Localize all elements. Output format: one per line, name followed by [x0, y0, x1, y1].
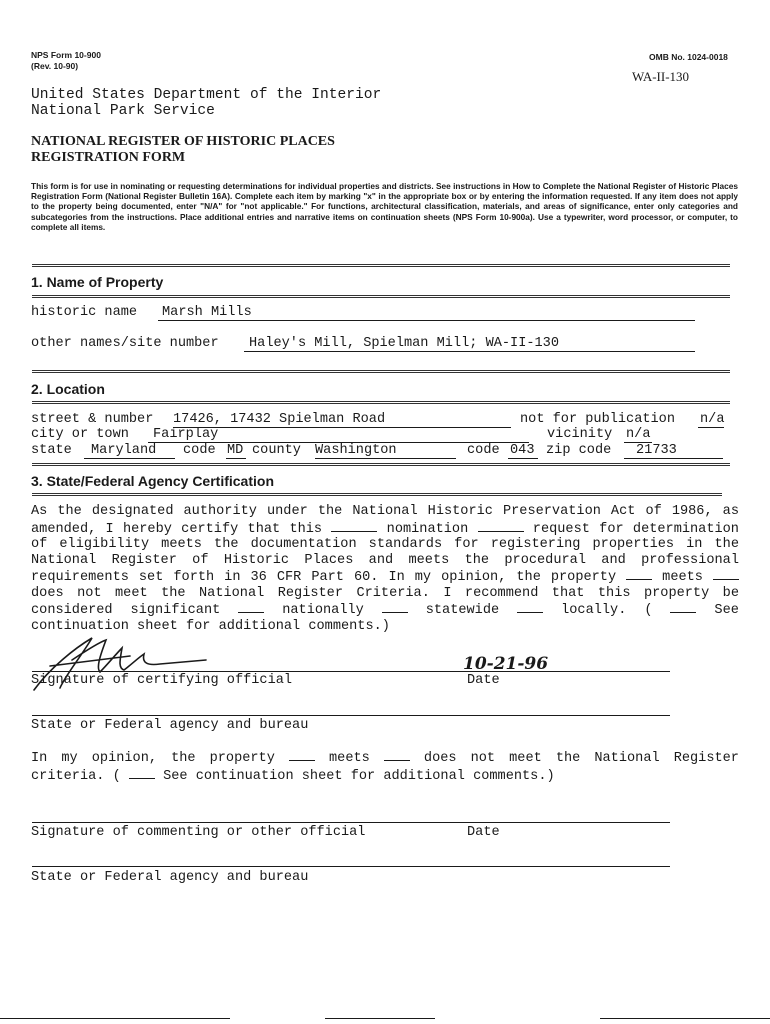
certification-text: does not meet the National Register Criteria. I recommend that this property be considered significant	[31, 585, 739, 618]
certification-paragraph	[31, 504, 739, 634]
vicinity-label: vicinity	[547, 427, 613, 442]
nomination-checkbox-blank[interactable]	[331, 520, 377, 532]
certification-text: As the designated authority under the National Historic Preservation Act of 1986, as amended, I hereby certify that this	[31, 504, 739, 537]
county-code-label: code	[467, 443, 500, 458]
opinion-meets-blank[interactable]	[289, 749, 315, 761]
historic-name-label: historic name	[31, 305, 138, 320]
continuation-blank[interactable]	[670, 601, 696, 613]
scan-edge-mark	[325, 1018, 435, 1019]
form-title-line1: NATIONAL REGISTER OF HISTORIC PLACES	[31, 134, 335, 149]
date2-label: Date	[467, 825, 500, 840]
department-name: United States Department of the Interior	[31, 87, 382, 103]
opinion-meets-label: meets	[329, 751, 370, 766]
state-value[interactable]: Maryland	[91, 443, 157, 458]
county-value[interactable]: Washington	[315, 443, 397, 458]
not-for-publication-value[interactable]: n/a	[700, 412, 725, 427]
other-names-label: other names/site number	[31, 336, 219, 351]
vicinity-value[interactable]: n/a	[626, 427, 651, 442]
state-code-value[interactable]: MD	[227, 443, 244, 458]
city-label: city or town	[31, 427, 129, 442]
county-underline	[315, 458, 456, 459]
statewide-blank[interactable]	[382, 601, 408, 613]
other-names-underline	[244, 351, 695, 352]
section-separator	[32, 295, 730, 298]
section-separator	[32, 264, 730, 267]
city-value[interactable]: Fairplay	[153, 427, 219, 442]
form-number: NPS Form 10-900	[31, 50, 101, 60]
opinion-continuation-blank[interactable]	[129, 767, 155, 779]
signature-line	[32, 671, 670, 672]
section-separator	[32, 493, 722, 496]
continuation-text: See continuation sheet for additional comments.)	[31, 603, 739, 634]
handwritten-date: 10-21-96	[463, 654, 549, 674]
service-name: National Park Service	[31, 103, 215, 119]
signature-label: Signature of certifying official	[31, 673, 293, 688]
historic-name-value[interactable]: Marsh Mills	[162, 305, 252, 320]
opinion-does-not-meet-blank[interactable]	[384, 749, 410, 761]
scan-edge-mark	[0, 1018, 230, 1019]
agency2-label: State or Federal agency and bureau	[31, 870, 309, 885]
site-id: WA-II-130	[632, 69, 690, 84]
meets-label: meets	[662, 570, 703, 585]
street-underline	[173, 427, 511, 428]
certification-text: request for determination of eligibility meets the documentation standards for registering properties in the National Register of Historic Places and meets the procedural and professional requirements set forth in 36 CFR Part 60. In my opinion, the property	[31, 521, 739, 585]
opinion-text: does not meet the National Register criteria. (	[31, 751, 739, 784]
street-label: street & number	[31, 412, 154, 427]
form-instructions: This form is for use in nominating or requesting determinations for individual properties and districts. See instructions in How to Complete the National Register of Historic Places Registration Form (National Register Bulletin 16A). Complete each item by marking "x" in the appropriate box or by entering the information requested. If any item does not apply to the property being documented, enter "N/A" for "not applicable." For functions, architectural classification, materials, and areas of significance, enter only categories and subcategories from the instructions. Place additional entries and narrative items on continuation sheets (NPS Form 10-900a). Use a typewriter, word processor, or computer, to complete all items.	[31, 181, 738, 232]
statewide-label: statewide	[425, 603, 500, 618]
scan-edge-mark	[600, 1018, 770, 1019]
section-separator	[32, 370, 730, 373]
zip-underline	[624, 458, 723, 459]
section1-heading: 1. Name of Property	[31, 274, 164, 290]
agency-line	[32, 715, 670, 716]
state-code-label: code	[183, 443, 216, 458]
other-names-value[interactable]: Haley's Mill, Spielman Mill; WA-II-130	[249, 336, 559, 351]
opinion-paragraph	[31, 749, 739, 784]
street-value[interactable]: 17426, 17432 Spielman Road	[173, 412, 386, 427]
state-label: state	[31, 443, 72, 458]
county-label: county	[252, 443, 301, 458]
not-for-publication-underline	[698, 427, 724, 428]
not-for-publication-label: not for publication	[520, 412, 675, 427]
nomination-label: nomination	[386, 521, 469, 537]
meets-blank[interactable]	[626, 568, 652, 580]
omb-number: OMB No. 1024-0018	[649, 52, 728, 62]
request-checkbox-blank[interactable]	[478, 520, 524, 532]
nationally-label: nationally	[282, 603, 364, 618]
zip-value[interactable]: 21733	[636, 443, 677, 458]
county-code-value[interactable]: 043	[510, 443, 535, 458]
nationally-blank[interactable]	[238, 601, 264, 613]
zip-label: zip code	[546, 443, 612, 458]
does-not-meet-blank[interactable]	[713, 568, 739, 580]
agency-label: State or Federal agency and bureau	[31, 718, 309, 733]
section3-heading: 3. State/Federal Agency Certification	[31, 473, 274, 489]
state-code-underline	[226, 458, 246, 459]
signature2-line	[32, 822, 670, 823]
opinion-continuation-text: See continuation sheet for additional comments.)	[163, 768, 555, 784]
locally-blank[interactable]	[517, 601, 543, 613]
historic-name-underline	[158, 320, 695, 321]
state-underline	[84, 458, 175, 459]
locally-label: locally. (	[561, 603, 653, 618]
section-separator	[32, 463, 730, 466]
section2-heading: 2. Location	[31, 381, 105, 397]
agency2-line	[32, 866, 670, 867]
form-revision: (Rev. 10-90)	[31, 61, 79, 71]
form-title-line2: REGISTRATION FORM	[31, 150, 186, 165]
county-code-underline	[508, 458, 538, 459]
date-label: Date	[467, 673, 500, 688]
section-separator	[32, 401, 730, 404]
signature2-label: Signature of commenting or other official	[31, 825, 366, 840]
opinion-text: In my opinion, the property	[31, 751, 275, 766]
